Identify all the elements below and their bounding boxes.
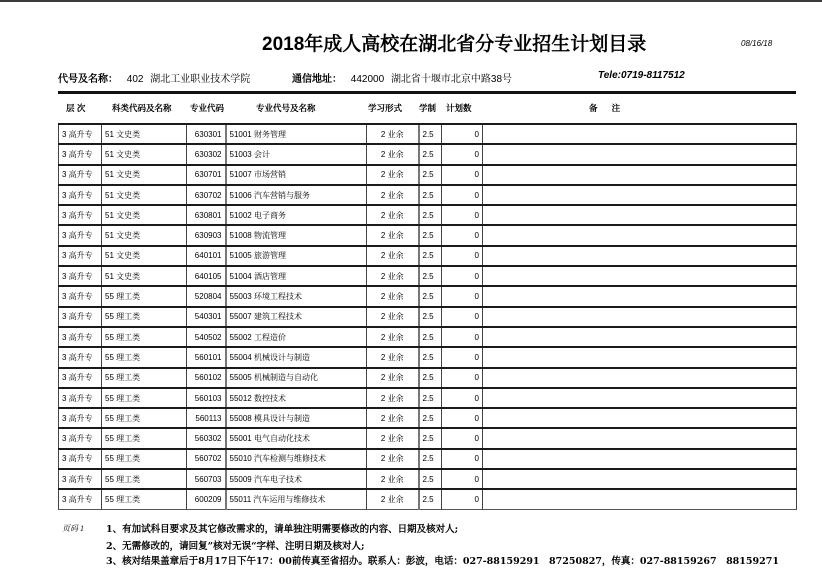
telephone: Tele:0719-8117512 [598, 70, 685, 81]
cell-years: 2.5 [419, 408, 442, 428]
cell-level: 3 高升专 [59, 286, 102, 306]
table-row [59, 124, 797, 144]
header-top-rule [58, 91, 796, 94]
school-code: 402 [126, 74, 144, 85]
cell-remarks [483, 165, 797, 185]
cell-level: 3 高升专 [59, 449, 102, 469]
cell-major-code: 520804 [187, 286, 226, 306]
cell-major-code: 640105 [187, 266, 226, 286]
cell-remarks [483, 469, 797, 489]
cell-years: 2.5 [419, 124, 442, 144]
cell-study-mode: 2 业余 [367, 449, 419, 469]
cell-level: 3 高升专 [59, 266, 102, 286]
cell-category: 55 理工类 [102, 428, 187, 448]
cell-years: 2.5 [419, 185, 442, 205]
table-row [59, 246, 797, 266]
school-name: 湖北工业职业技术学院 [150, 74, 251, 85]
cell-years: 2.5 [419, 469, 442, 489]
header-major-code: 专业代码 [190, 103, 225, 113]
footer-note-1: 1、有加试科目要求及其它修改需求的，请单独注明需要修改的内容、日期及核对人; [106, 524, 459, 535]
cell-years: 2.5 [419, 144, 442, 164]
table-row [59, 144, 797, 164]
cell-plan: 0 [442, 469, 483, 489]
cell-plan: 0 [442, 144, 483, 164]
table-row [59, 469, 797, 489]
header-major-name: 专业代号及名称 [256, 103, 316, 113]
cell-years: 2.5 [419, 449, 442, 469]
cell-years: 2.5 [419, 368, 442, 388]
cell-category: 51 文史类 [102, 185, 187, 205]
cell-category: 55 理工类 [102, 307, 187, 327]
cell-major-code: 560703 [187, 469, 226, 489]
school-info [58, 70, 250, 85]
cell-level: 3 高升专 [59, 327, 102, 347]
table-row [59, 327, 797, 347]
header-years: 学制 [419, 103, 437, 113]
cell-major-name: 55010 汽车检测与维修技术 [226, 449, 367, 469]
cell-remarks [483, 307, 797, 327]
cell-remarks [483, 388, 797, 408]
cell-plan: 0 [442, 388, 483, 408]
cell-major-name: 55007 建筑工程技术 [226, 307, 367, 327]
cell-category: 55 理工类 [102, 449, 187, 469]
cell-years: 2.5 [419, 205, 442, 225]
footer-note-3: 3、核对结果盖章后于8月17日下午17：00前传真至省招办。联系人：彭波，电话：027-88159291 87250827，传真：027-88159267 88159271 [106, 556, 779, 567]
cell-level: 3 高升专 [59, 489, 102, 509]
cell-study-mode: 2 业余 [367, 246, 419, 266]
cell-major-name: 55011 汽车运用与维修技术 [226, 489, 367, 509]
cell-category: 51 文史类 [102, 165, 187, 185]
table-row [59, 307, 797, 327]
cell-years: 2.5 [419, 489, 442, 509]
header-study-mode: 学习形式 [368, 103, 403, 113]
cell-study-mode: 2 业余 [367, 286, 419, 306]
cell-category: 55 理工类 [102, 368, 187, 388]
cell-study-mode: 2 业余 [367, 266, 419, 286]
cell-study-mode: 2 业余 [367, 225, 419, 245]
cell-study-mode: 2 业余 [367, 489, 419, 509]
enrollment-plan-table [58, 123, 797, 510]
cell-category: 51 文史类 [102, 124, 187, 144]
cell-plan: 0 [442, 428, 483, 448]
cell-remarks [483, 286, 797, 306]
cell-level: 3 高升专 [59, 469, 102, 489]
cell-remarks [483, 327, 797, 347]
cell-major-name: 51007 市场营销 [226, 165, 367, 185]
cell-remarks [483, 408, 797, 428]
footer-note-2: 2、无需修改的，请回复”核对无误“字样、注明日期及核对人; [106, 541, 365, 552]
cell-study-mode: 2 业余 [367, 307, 419, 327]
cell-remarks [483, 368, 797, 388]
cell-category: 51 文史类 [102, 266, 187, 286]
cell-category: 55 理工类 [102, 388, 187, 408]
cell-major-name: 51008 物流管理 [226, 225, 367, 245]
cell-years: 2.5 [419, 266, 442, 286]
cell-plan: 0 [442, 225, 483, 245]
address-label: 通信地址： [292, 74, 342, 85]
postcode: 442000 [350, 74, 385, 85]
cell-level: 3 高升专 [59, 307, 102, 327]
cell-level: 3 高升专 [59, 246, 102, 266]
cell-major-code: 630701 [187, 165, 226, 185]
table-row [59, 205, 797, 225]
table-row [59, 449, 797, 469]
cell-plan: 0 [442, 347, 483, 367]
page-top-border [0, 0, 822, 2]
table-row [59, 286, 797, 306]
table-row [59, 428, 797, 448]
cell-plan: 0 [442, 489, 483, 509]
cell-major-code: 560113 [187, 408, 226, 428]
cell-remarks [483, 428, 797, 448]
cell-major-code: 560103 [187, 388, 226, 408]
cell-plan: 0 [442, 205, 483, 225]
cell-level: 3 高升专 [59, 165, 102, 185]
cell-study-mode: 2 业余 [367, 165, 419, 185]
cell-level: 3 高升专 [59, 144, 102, 164]
cell-major-name: 55001 电气自动化技术 [226, 428, 367, 448]
cell-study-mode: 2 业余 [367, 124, 419, 144]
cell-years: 2.5 [419, 327, 442, 347]
cell-study-mode: 2 业余 [367, 388, 419, 408]
address-info [292, 70, 512, 85]
cell-study-mode: 2 业余 [367, 368, 419, 388]
cell-remarks [483, 489, 797, 509]
cell-major-name: 55004 机械设计与制造 [226, 347, 367, 367]
cell-plan: 0 [442, 185, 483, 205]
cell-remarks [483, 449, 797, 469]
cell-remarks [483, 266, 797, 286]
cell-major-name: 55012 数控技术 [226, 388, 367, 408]
cell-category: 51 文史类 [102, 225, 187, 245]
page-number: 页码 1 [62, 524, 84, 533]
table-row [59, 225, 797, 245]
cell-category: 55 理工类 [102, 408, 187, 428]
cell-remarks [483, 246, 797, 266]
cell-category: 51 文史类 [102, 246, 187, 266]
cell-plan: 0 [442, 266, 483, 286]
cell-major-name: 51006 汽车营销与服务 [226, 185, 367, 205]
cell-major-name: 55008 模具设计与制造 [226, 408, 367, 428]
cell-plan: 0 [442, 286, 483, 306]
cell-major-code: 630302 [187, 144, 226, 164]
cell-level: 3 高升专 [59, 205, 102, 225]
table-row [59, 185, 797, 205]
cell-major-name: 51004 酒店管理 [226, 266, 367, 286]
cell-category: 55 理工类 [102, 286, 187, 306]
cell-major-code: 560702 [187, 449, 226, 469]
cell-plan: 0 [442, 327, 483, 347]
cell-major-name: 51005 旅游管理 [226, 246, 367, 266]
cell-major-code: 600209 [187, 489, 226, 509]
cell-study-mode: 2 业余 [367, 347, 419, 367]
cell-remarks [483, 205, 797, 225]
cell-plan: 0 [442, 246, 483, 266]
cell-years: 2.5 [419, 286, 442, 306]
cell-plan: 0 [442, 124, 483, 144]
cell-years: 2.5 [419, 307, 442, 327]
cell-years: 2.5 [419, 388, 442, 408]
document-title: 2018年成人高校在湖北省分专业招生计划目录 [262, 34, 647, 55]
school-code-label: 代号及名称： [58, 74, 118, 85]
table-row [59, 266, 797, 286]
cell-category: 55 理工类 [102, 347, 187, 367]
cell-study-mode: 2 业余 [367, 428, 419, 448]
cell-plan: 0 [442, 368, 483, 388]
header-level: 层 次 [66, 103, 86, 113]
table-row [59, 165, 797, 185]
cell-remarks [483, 225, 797, 245]
table-row [59, 388, 797, 408]
cell-level: 3 高升专 [59, 225, 102, 245]
cell-plan: 0 [442, 449, 483, 469]
cell-major-code: 560101 [187, 347, 226, 367]
cell-plan: 0 [442, 307, 483, 327]
cell-study-mode: 2 业余 [367, 185, 419, 205]
cell-remarks [483, 185, 797, 205]
cell-major-name: 55002 工程造价 [226, 327, 367, 347]
cell-level: 3 高升专 [59, 347, 102, 367]
cell-level: 3 高升专 [59, 368, 102, 388]
header-plan: 计划数 [446, 103, 472, 113]
cell-major-code: 540502 [187, 327, 226, 347]
cell-category: 55 理工类 [102, 489, 187, 509]
cell-major-code: 540301 [187, 307, 226, 327]
print-date: 08/16/18 [741, 39, 773, 48]
cell-category: 51 文史类 [102, 205, 187, 225]
cell-category: 51 文史类 [102, 144, 187, 164]
cell-level: 3 高升专 [59, 428, 102, 448]
cell-remarks [483, 347, 797, 367]
cell-years: 2.5 [419, 246, 442, 266]
cell-remarks [483, 124, 797, 144]
cell-study-mode: 2 业余 [367, 144, 419, 164]
cell-study-mode: 2 业余 [367, 469, 419, 489]
cell-study-mode: 2 业余 [367, 408, 419, 428]
cell-major-code: 560302 [187, 428, 226, 448]
cell-major-name: 51003 会计 [226, 144, 367, 164]
cell-category: 55 理工类 [102, 327, 187, 347]
header-category: 科类代码及名称 [112, 103, 172, 113]
cell-years: 2.5 [419, 347, 442, 367]
address: 湖北省十堰市北京中路38号 [390, 74, 513, 85]
cell-remarks [483, 144, 797, 164]
table-row [59, 368, 797, 388]
cell-major-code: 640101 [187, 246, 226, 266]
cell-level: 3 高升专 [59, 408, 102, 428]
cell-years: 2.5 [419, 225, 442, 245]
cell-level: 3 高升专 [59, 124, 102, 144]
table-row [59, 408, 797, 428]
cell-plan: 0 [442, 165, 483, 185]
cell-years: 2.5 [419, 165, 442, 185]
table-row [59, 347, 797, 367]
cell-category: 55 理工类 [102, 469, 187, 489]
cell-level: 3 高升专 [59, 388, 102, 408]
cell-major-name: 51001 财务管理 [226, 124, 367, 144]
cell-study-mode: 2 业余 [367, 327, 419, 347]
cell-study-mode: 2 业余 [367, 205, 419, 225]
cell-major-name: 55005 机械制造与自动化 [226, 368, 367, 388]
cell-major-code: 630801 [187, 205, 226, 225]
table-row [59, 489, 797, 509]
cell-level: 3 高升专 [59, 185, 102, 205]
cell-major-code: 630903 [187, 225, 226, 245]
cell-years: 2.5 [419, 428, 442, 448]
cell-major-code: 630702 [187, 185, 226, 205]
cell-major-code: 560102 [187, 368, 226, 388]
cell-major-code: 630301 [187, 124, 226, 144]
cell-major-name: 51002 电子商务 [226, 205, 367, 225]
cell-major-name: 55003 环境工程技术 [226, 286, 367, 306]
cell-major-name: 55009 汽车电子技术 [226, 469, 367, 489]
header-remarks: 备 注 [589, 103, 621, 113]
cell-plan: 0 [442, 408, 483, 428]
